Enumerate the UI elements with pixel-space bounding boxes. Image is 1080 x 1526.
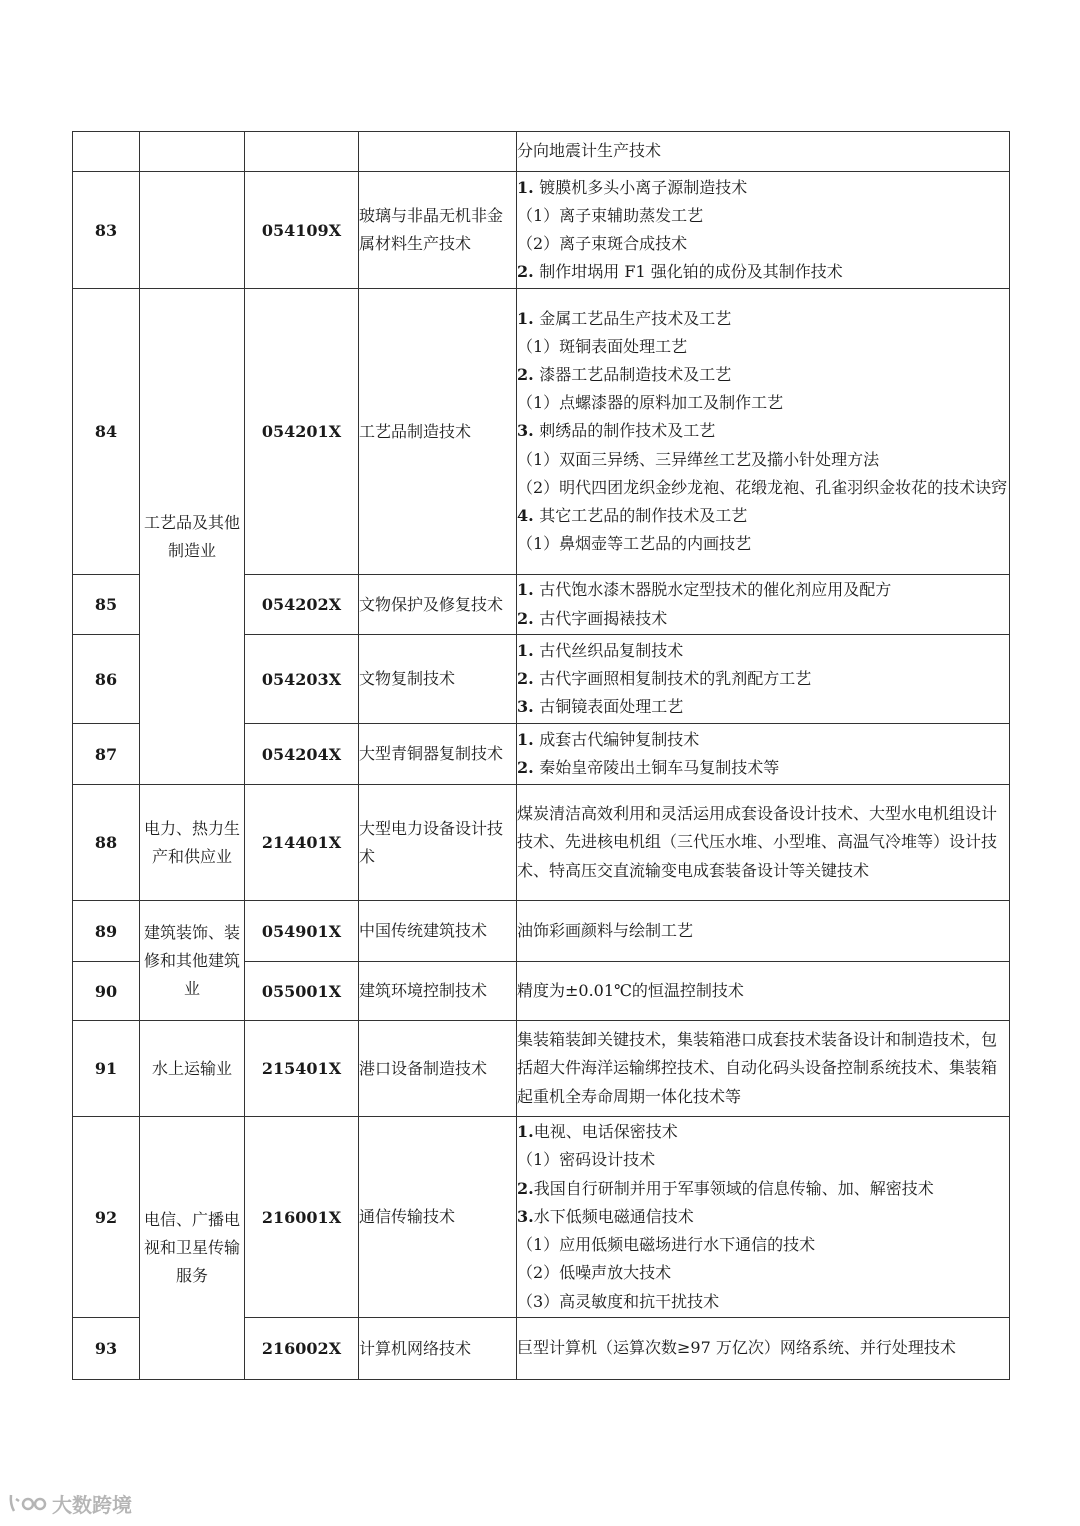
- industry-cell: 水上运输业: [140, 1021, 245, 1117]
- row-number: [73, 132, 140, 172]
- item-line: 精度为±0.01℃的恒温控制技术: [517, 980, 744, 1000]
- tech-code: 215401X: [245, 1021, 359, 1117]
- industry-cell: [140, 132, 245, 172]
- tech-name: 玻璃与非晶无机非金属材料生产技术: [359, 172, 517, 289]
- tech-code: 055001X: [245, 962, 359, 1021]
- tech-code: 054201X: [245, 289, 359, 575]
- industry-cell: 电信、广播电视和卫星传输服务: [140, 1117, 245, 1380]
- control-items: [517, 289, 1010, 575]
- table-row: [73, 132, 1010, 172]
- tech-code: 054202X: [245, 575, 359, 635]
- tech-code: 216002X: [245, 1318, 359, 1380]
- watermark-text: 大数跨境: [52, 1492, 132, 1517]
- tech-name: 大型电力设备设计技术: [359, 785, 517, 901]
- item-line: 1. 古代丝织品复制技术: [517, 640, 684, 660]
- brand-logo-icon: [8, 1491, 48, 1515]
- control-items: [517, 1117, 1010, 1318]
- row-number: 93: [73, 1318, 140, 1380]
- tech-name: 计算机网络技术: [359, 1318, 517, 1380]
- industry-cell: [140, 172, 245, 289]
- item-line: （1）斑铜表面处理工艺: [517, 336, 688, 356]
- row-number: 85: [73, 575, 140, 635]
- item-line: 2. 古代字画揭裱技术: [517, 608, 668, 628]
- control-items: [517, 901, 1010, 962]
- item-line: 4. 其它工艺品的制作技术及工艺: [517, 506, 748, 525]
- item-line: 煤炭清洁高效利用和灵活运用成套设备设计技术、大型水电机组设计技术、先进核电机组（三代压水堆、小型堆、高温气冷堆等）设计技术、特高压交直流输变电成套装备设计等关键技术: [517, 804, 998, 880]
- item-line: 油饰彩画颜料与绘制工艺: [517, 920, 694, 940]
- control-items: [517, 724, 1010, 785]
- item-line: 分向地震计生产技术: [517, 141, 662, 161]
- item-line: 3. 刺绣品的制作技术及工艺: [517, 421, 716, 441]
- table-row: [73, 785, 1010, 901]
- tech-name: [359, 132, 517, 172]
- industry-cell: 建筑装饰、装修和其他建筑业: [140, 901, 245, 1021]
- item-line: （1）应用低频电磁场进行水下通信的技术: [517, 1235, 816, 1255]
- row-number: 88: [73, 785, 140, 901]
- row-number: 90: [73, 962, 140, 1021]
- item-line: 2. 漆器工艺品制造技术及工艺: [517, 364, 732, 384]
- industry-cell: 电力、热力生产和供应业: [140, 785, 245, 901]
- item-line: 集装箱装卸关键技术，集装箱港口成套技术装备设计和制造技术，包括超大件海洋运输绑控技术、自动化码头设备控制系统技术、集装箱起重机全寿命周期一体化技术等: [517, 1030, 998, 1106]
- item-line: （3）高灵敏度和抗干扰技术: [517, 1291, 720, 1311]
- row-number: 86: [73, 635, 140, 724]
- control-items: [517, 785, 1010, 901]
- control-items: [517, 962, 1010, 1021]
- item-line: 巨型计算机（运算次数≥97 万亿次）网络系统、并行处理技术: [517, 1338, 956, 1358]
- control-items: [517, 1021, 1010, 1117]
- item-line: 2. 古代字画照相复制技术的乳剂配方工艺: [517, 668, 812, 688]
- table-row: [73, 172, 1010, 289]
- tech-name: 文物复制技术: [359, 635, 517, 724]
- item-line: 1. 成套古代编钟复制技术: [517, 729, 700, 749]
- item-line: 2. 制作坩埚用 F1 强化铂的成份及其制作技术: [517, 262, 843, 282]
- item-line: 1.电视、电话保密技术: [517, 1122, 678, 1142]
- tech-code: 214401X: [245, 785, 359, 901]
- item-line: 3. 古铜镜表面处理工艺: [517, 697, 684, 717]
- control-items: [517, 132, 1010, 172]
- watermark: [8, 1490, 132, 1516]
- row-number: 83: [73, 172, 140, 289]
- tech-code: 216001X: [245, 1117, 359, 1318]
- item-line: （1）点螺漆器的原料加工及制作工艺: [517, 393, 784, 413]
- item-line: （1）离子束辅助蒸发工艺: [517, 205, 704, 225]
- control-items: [517, 635, 1010, 724]
- tech-code: 054203X: [245, 635, 359, 724]
- tech-name: 通信传输技术: [359, 1117, 517, 1318]
- table-row: [73, 1117, 1010, 1318]
- table-row: [73, 1021, 1010, 1117]
- item-line: 3.水下低频电磁通信技术: [517, 1206, 694, 1226]
- item-line: 1. 古代饱水漆木器脱水定型技术的催化剂应用及配方: [517, 580, 892, 600]
- tech-code: 054109X: [245, 172, 359, 289]
- item-line: （1）鼻烟壶等工艺品的内画技艺: [517, 534, 752, 554]
- tech-code: 054204X: [245, 724, 359, 785]
- industry-cell: 工艺品及其他制造业: [140, 289, 245, 785]
- item-line: （1）密码设计技术: [517, 1150, 656, 1170]
- tech-name: 建筑环境控制技术: [359, 962, 517, 1021]
- item-line: （2）明代四团龙织金纱龙袍、花缎龙袍、孔雀羽织金妆花的技术诀窍: [517, 477, 1008, 497]
- tech-name: 文物保护及修复技术: [359, 575, 517, 635]
- item-line: （2）离子束斑合成技术: [517, 234, 688, 253]
- tech-name: 港口设备制造技术: [359, 1021, 517, 1117]
- item-line: 2.我国自行研制并用于军事领域的信息传输、加、解密技术: [517, 1178, 934, 1198]
- control-items: [517, 575, 1010, 635]
- row-number: 91: [73, 1021, 140, 1117]
- row-number: 92: [73, 1117, 140, 1318]
- tech-code: [245, 132, 359, 172]
- row-number: 89: [73, 901, 140, 962]
- table-row: [73, 901, 1010, 962]
- row-number: 84: [73, 289, 140, 575]
- tech-name: 大型青铜器复制技术: [359, 724, 517, 785]
- tech-name: 中国传统建筑技术: [359, 901, 517, 962]
- tech-name: 工艺品制造技术: [359, 289, 517, 575]
- table-row: [73, 289, 1010, 575]
- tech-code: 054901X: [245, 901, 359, 962]
- item-line: 1. 镀膜机多头小离子源制造技术: [517, 177, 748, 197]
- row-number: 87: [73, 724, 140, 785]
- item-line: 2. 秦始皇帝陵出土铜车马复制技术等: [517, 758, 780, 777]
- control-items: [517, 172, 1010, 289]
- item-line: （2）低噪声放大技术: [517, 1263, 672, 1283]
- item-line: （1）双面三异绣、三异缂丝工艺及擶小针处理方法: [517, 449, 880, 469]
- item-line: 1. 金属工艺品生产技术及工艺: [517, 308, 732, 328]
- technology-table: [72, 131, 1010, 1380]
- control-items: [517, 1318, 1010, 1380]
